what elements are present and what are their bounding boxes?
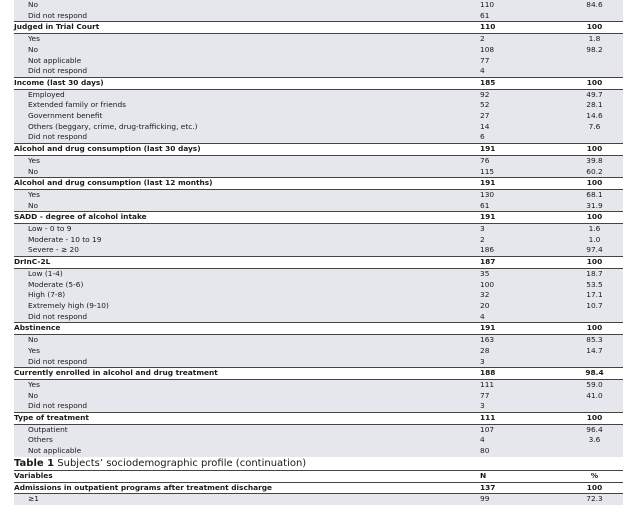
table-row [14, 155, 623, 166]
row-pct: 100 [566, 144, 623, 156]
table-row [14, 122, 623, 133]
table-group-row [14, 368, 623, 380]
row-pct: 1.0 [588, 234, 601, 244]
row-n: 191 [474, 178, 566, 190]
row-n: 52 [480, 100, 490, 110]
table-caption [14, 457, 623, 470]
table-group-row [14, 144, 623, 156]
row-label: Yes [28, 34, 40, 44]
row-pct: 84.6 [586, 0, 603, 9]
row-pct: 41.0 [586, 390, 603, 400]
row-pct: 100 [566, 323, 623, 335]
table-row [14, 0, 623, 11]
row-pct: 17.1 [586, 290, 603, 300]
row-label: No [28, 0, 39, 9]
row-label: Did not respond [28, 66, 88, 76]
table-row [14, 280, 623, 291]
row-n: 4 [480, 66, 485, 76]
row-n: 2 [480, 234, 485, 244]
row-n: 3 [480, 224, 485, 234]
table-row [14, 312, 623, 323]
row-label: No [28, 335, 39, 345]
table-row [14, 66, 623, 77]
row-label: Not applicable [28, 446, 82, 456]
table-group-row [14, 178, 623, 190]
row-pct [566, 446, 623, 457]
row-n: 110 [474, 22, 566, 34]
row-label: Alcohol and drug consumption (last 12 months) [14, 178, 474, 190]
row-label: Judged in Trial Court [14, 22, 474, 34]
row-n: 187 [474, 257, 566, 269]
row-label: Abstinence [14, 323, 474, 335]
row-pct: 100 [566, 22, 623, 34]
row-n: 111 [480, 379, 495, 389]
row-n: 32 [480, 290, 490, 300]
table-header-row [14, 470, 623, 482]
data-table-bottom [14, 470, 623, 505]
table-row [14, 201, 623, 212]
row-pct [566, 11, 623, 22]
row-n: 14 [480, 121, 490, 131]
row-n: 61 [480, 10, 490, 20]
row-label: Type of treatment [14, 413, 474, 425]
row-pct: 1.8 [588, 34, 601, 44]
table-row [14, 89, 623, 100]
row-n: 27 [480, 111, 490, 121]
header-variables: Variables [14, 470, 474, 482]
table-number: Table 1 [14, 457, 55, 469]
table-row [14, 11, 623, 22]
table-group-row [14, 323, 623, 335]
table-group-row [14, 257, 623, 269]
row-pct: 39.8 [586, 155, 603, 165]
row-n: 163 [480, 335, 495, 345]
row-pct: 98.2 [586, 44, 603, 54]
row-pct: 100 [566, 77, 623, 89]
row-label: Did not respond [28, 356, 88, 366]
row-n: 77 [480, 55, 490, 65]
row-pct: 3.6 [588, 435, 601, 445]
row-n: 99 [480, 494, 490, 504]
row-label: Yes [28, 189, 40, 199]
row-n: 191 [474, 323, 566, 335]
row-label: Did not respond [28, 10, 88, 20]
row-n: 108 [480, 44, 495, 54]
row-label: Extended family or friends [28, 100, 126, 110]
table-row [14, 100, 623, 111]
row-label: Not applicable [28, 55, 82, 65]
header-n: N [474, 470, 566, 482]
row-n: 188 [474, 368, 566, 380]
row-label: High (7-8) [28, 290, 66, 300]
row-pct: 31.9 [586, 200, 603, 210]
row-label: Moderate - 10 to 19 [28, 234, 102, 244]
table-row [14, 224, 623, 235]
row-n: 2 [480, 34, 485, 44]
table-title: Subjects’ sociodemographic profile (continuation) [54, 457, 307, 469]
row-label: Others (beggary, crime, drug-trafficking, etc.) [28, 121, 198, 131]
table-row [14, 167, 623, 178]
row-pct: 18.7 [586, 268, 603, 278]
row-pct: 60.2 [586, 166, 603, 176]
header-pct: % [566, 470, 623, 482]
row-label: Low (1-4) [28, 268, 63, 278]
row-n: 111 [474, 413, 566, 425]
row-pct [566, 312, 623, 323]
document-page [14, 0, 623, 504]
row-label: Admissions in outpatient programs after treatment discharge [14, 482, 474, 494]
row-n: 80 [480, 446, 490, 456]
table-row [14, 290, 623, 301]
row-n: 76 [480, 155, 490, 165]
row-pct [566, 401, 623, 412]
row-pct: 1.6 [588, 224, 601, 234]
row-label: Extremely high (9-10) [28, 300, 109, 310]
row-n: 3 [480, 401, 485, 411]
row-label: Did not respond [28, 132, 88, 142]
row-pct [566, 56, 623, 67]
row-label: Low - 0 to 9 [28, 224, 72, 234]
data-table-top [14, 0, 623, 457]
row-pct [566, 66, 623, 77]
row-label: Yes [28, 345, 40, 355]
row-n: 4 [480, 311, 485, 321]
table-row [14, 335, 623, 346]
row-pct: 28.1 [586, 100, 603, 110]
row-pct: 49.7 [586, 89, 603, 99]
row-pct: 53.5 [586, 279, 603, 289]
row-label: No [28, 390, 39, 400]
table-row [14, 379, 623, 390]
table-row [14, 245, 623, 256]
row-pct: 100 [566, 257, 623, 269]
row-label: Alcohol and drug consumption (last 30 days) [14, 144, 474, 156]
row-pct: 85.3 [586, 335, 603, 345]
row-n: 20 [480, 300, 490, 310]
row-pct: 100 [566, 212, 623, 224]
table-row [14, 446, 623, 457]
row-label: SADD - degree of alcohol intake [14, 212, 474, 224]
row-label: ≥1 [28, 494, 39, 504]
table-row [14, 346, 623, 357]
row-label: No [28, 200, 39, 210]
table-row [14, 301, 623, 312]
table-row [14, 494, 623, 505]
row-n: 130 [480, 189, 495, 199]
row-label: Income (last 30 days) [14, 77, 474, 89]
table-row [14, 357, 623, 368]
row-n: 77 [480, 390, 490, 400]
row-label: Currently enrolled in alcohol and drug treatment [14, 368, 474, 380]
table-row [14, 235, 623, 246]
row-pct [566, 132, 623, 143]
table-group-row [14, 413, 623, 425]
table-row [14, 268, 623, 279]
row-pct: 14.6 [586, 111, 603, 121]
row-pct: 98.4 [566, 368, 623, 380]
row-label: No [28, 166, 39, 176]
table-group-row [14, 77, 623, 89]
row-n: 186 [480, 245, 495, 255]
row-pct: 7.6 [588, 121, 601, 131]
row-n: 61 [480, 200, 490, 210]
table-row [14, 424, 623, 435]
table-row [14, 189, 623, 200]
row-label: Others [28, 435, 53, 445]
row-n: 110 [480, 0, 495, 9]
table-row [14, 34, 623, 45]
row-label: No [28, 44, 39, 54]
row-label: Yes [28, 155, 40, 165]
table-row [14, 435, 623, 446]
row-pct: 100 [566, 178, 623, 190]
row-label: Yes [28, 379, 40, 389]
table-row [14, 56, 623, 67]
row-pct: 100 [566, 482, 623, 494]
row-pct: 100 [566, 413, 623, 425]
table-group-row [14, 22, 623, 34]
row-pct: 59.0 [586, 379, 603, 389]
row-n: 185 [474, 77, 566, 89]
table-group-row [14, 212, 623, 224]
row-n: 191 [474, 144, 566, 156]
row-label: Did not respond [28, 401, 88, 411]
row-pct: 96.4 [586, 424, 603, 434]
table-row [14, 401, 623, 412]
row-pct [566, 357, 623, 368]
row-n: 28 [480, 345, 490, 355]
row-n: 107 [480, 424, 495, 434]
table-group-row [14, 482, 623, 494]
row-label: Moderate (5-6) [28, 279, 84, 289]
row-n: 4 [480, 435, 485, 445]
row-n: 191 [474, 212, 566, 224]
row-label: Outpatient [28, 424, 68, 434]
row-pct: 10.7 [586, 300, 603, 310]
row-n: 3 [480, 356, 485, 366]
row-pct: 68.1 [586, 189, 603, 199]
row-label: DrInC-2L [14, 257, 474, 269]
row-n: 6 [480, 132, 485, 142]
row-n: 92 [480, 89, 490, 99]
row-label: Severe - ≥ 20 [28, 245, 79, 255]
row-pct: 14.7 [586, 345, 603, 355]
row-pct: 97.4 [586, 245, 603, 255]
table-row [14, 111, 623, 122]
table-row [14, 391, 623, 402]
row-n: 35 [480, 268, 490, 278]
row-n: 100 [480, 279, 495, 289]
row-pct: 72.3 [586, 494, 603, 504]
row-label: Government benefit [28, 111, 103, 121]
row-label: Did not respond [28, 311, 88, 321]
row-n: 137 [474, 482, 566, 494]
row-n: 115 [480, 166, 495, 176]
table-row [14, 132, 623, 143]
row-label: Employed [28, 89, 65, 99]
table-row [14, 45, 623, 56]
